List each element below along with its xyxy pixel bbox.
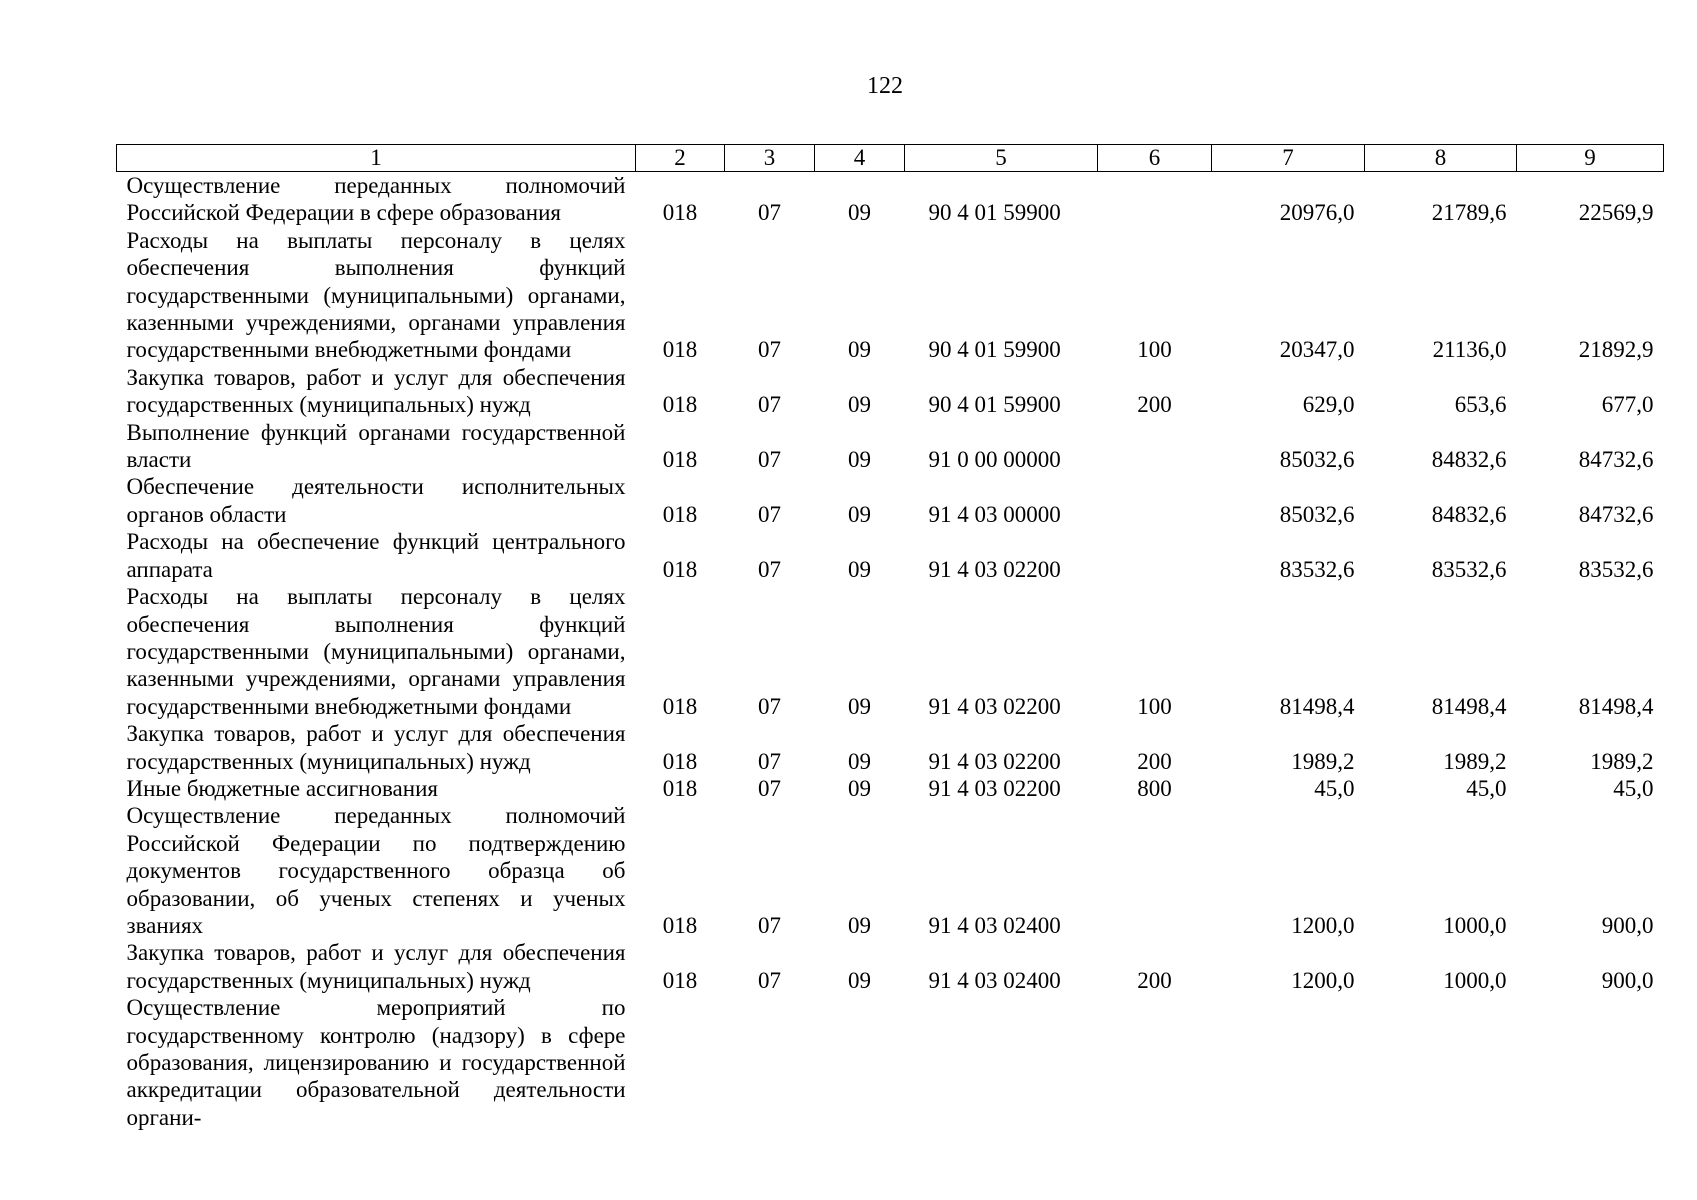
table-row: [117, 172, 1664, 227]
row-description: Выполнение функций органами государственной власти: [126, 419, 626, 473]
row-description: Осуществление мероприятий по государственному контролю (надзору) в сфере образования, лицензированию и государственной аккредитации образовательной деятельности органи-: [126, 995, 626, 1130]
cell-section: 07: [758, 967, 781, 993]
column-header-6: 6: [1098, 145, 1212, 172]
column-header-3: 3: [725, 145, 815, 172]
row-description: Расходы на выплаты персоналу в целях обеспечения выполнения функций государственными (муниципальными) органами, казенными учреждениями, органами управления государственными внебюджетными фондами: [126, 584, 626, 719]
cell-expense-type: [1098, 802, 1212, 939]
column-header-1: 1: [117, 145, 636, 172]
cell-subsection: [815, 994, 905, 1131]
cell-amount-year-2: 45,0: [1466, 775, 1507, 801]
cell-target-item: 91 4 03 02400: [928, 912, 1061, 938]
cell-ministry-code: 018: [662, 556, 698, 582]
row-description: Закупка товаров, работ и услуг для обеспечения государственных (муниципальных) нужд: [126, 940, 626, 993]
cell-expense-type: 200: [1137, 967, 1172, 993]
cell-amount-year-3: 1989,2: [1590, 748, 1654, 774]
cell-amount-year-1: 629,0: [1302, 392, 1355, 418]
cell-amount-year-3: 45,0: [1613, 775, 1654, 801]
cell-ministry-code: 018: [662, 912, 698, 938]
cell-amount-year-1: 1989,2: [1291, 748, 1355, 774]
cell-expense-type: 800: [1137, 775, 1172, 801]
cell-amount-year-2: 1000,0: [1443, 912, 1507, 938]
table-row: [117, 364, 1664, 419]
column-header-7: 7: [1212, 145, 1365, 172]
page-number: 122: [867, 73, 903, 99]
row-description: Расходы на выплаты персоналу в целях обеспечения выполнения функций государственными (муниципальными) органами, казенными учреждениями, органами управления государственными внебюджетными фондами: [126, 227, 626, 363]
cell-ministry-code: 018: [662, 748, 698, 774]
cell-subsection: 09: [848, 392, 871, 418]
cell-expense-type: 200: [1137, 392, 1172, 418]
cell-amount-year-1: 1200,0: [1291, 967, 1355, 993]
cell-ministry-code: 018: [662, 693, 698, 719]
cell-target-item: 91 4 03 02200: [928, 748, 1061, 774]
cell-target-item: [905, 994, 1098, 1131]
table-row: [117, 939, 1664, 994]
cell-amount-year-2: 84832,6: [1431, 501, 1507, 527]
table-row: [117, 994, 1664, 1131]
cell-target-item: 91 4 03 00000: [928, 501, 1061, 527]
cell-expense-type: 100: [1137, 337, 1172, 363]
cell-target-item: 91 4 03 02200: [928, 556, 1061, 582]
cell-expense-type: [1098, 419, 1212, 474]
cell-target-item: 91 4 03 02400: [928, 967, 1061, 993]
cell-amount-year-2: 1000,0: [1443, 967, 1507, 993]
cell-target-item: 90 4 01 59900: [928, 200, 1061, 226]
cell-amount-year-3: [1517, 994, 1664, 1131]
cell-section: 07: [758, 693, 781, 719]
cell-ministry-code: 018: [662, 447, 698, 473]
row-description: Закупка товаров, работ и услуг для обеспечения государственных (муниципальных) нужд: [126, 721, 626, 774]
cell-section: 07: [758, 447, 781, 473]
column-header-9: 9: [1517, 145, 1664, 172]
row-description: Расходы на обеспечение функций центрального аппарата: [126, 529, 626, 582]
row-description: Осуществление переданных полномочий Российской Федерации по подтверждению документов государственного образца об образовании, об ученых степенях и ученых званиях: [126, 803, 626, 938]
cell-amount-year-2: 653,6: [1454, 392, 1507, 418]
cell-ministry-code: 018: [662, 967, 698, 993]
cell-amount-year-1: 81498,4: [1279, 693, 1355, 719]
table-row: [117, 528, 1664, 583]
row-description: Обеспечение деятельности исполнительных органов области: [126, 474, 626, 527]
table-row: [117, 802, 1664, 939]
cell-section: 07: [758, 775, 781, 801]
budget-table: [116, 144, 1664, 1131]
column-header-8: 8: [1365, 145, 1517, 172]
cell-section: 07: [758, 748, 781, 774]
cell-amount-year-2: 21136,0: [1432, 337, 1507, 363]
cell-subsection: 09: [848, 501, 871, 527]
cell-amount-year-1: 45,0: [1314, 775, 1355, 801]
table-row: [117, 473, 1664, 528]
row-description: Иные бюджетные ассигнования: [126, 775, 438, 801]
row-description: Закупка товаров, работ и услуг для обеспечения государственных (муниципальных) нужд: [126, 364, 626, 418]
cell-section: 07: [758, 912, 781, 938]
cell-section: 07: [758, 200, 781, 226]
table-header-row: [117, 145, 1664, 172]
cell-amount-year-3: 84732,6: [1578, 501, 1654, 527]
row-description: Осуществление переданных полномочий Российской Федерации в сфере образования: [126, 173, 626, 226]
cell-target-item: 91 4 03 02200: [928, 693, 1061, 719]
cell-expense-type: [1098, 994, 1212, 1131]
table-row: [117, 419, 1664, 474]
cell-amount-year-3: 21892,9: [1578, 337, 1654, 363]
cell-expense-type: [1098, 172, 1212, 227]
cell-ministry-code: 018: [662, 501, 698, 527]
cell-amount-year-3: 81498,4: [1578, 693, 1654, 719]
cell-amount-year-1: 85032,6: [1279, 447, 1355, 473]
table-row: [117, 720, 1664, 775]
cell-subsection: 09: [848, 556, 871, 582]
cell-amount-year-2: 81498,4: [1431, 693, 1507, 719]
cell-expense-type: [1098, 473, 1212, 528]
cell-amount-year-3: 677,0: [1601, 392, 1654, 418]
cell-amount-year-1: 20347,0: [1279, 337, 1355, 363]
cell-amount-year-1: 1200,0: [1291, 912, 1355, 938]
cell-amount-year-3: 900,0: [1601, 967, 1654, 993]
column-header-5: 5: [905, 145, 1098, 172]
cell-subsection: 09: [848, 967, 871, 993]
cell-ministry-code: [636, 994, 725, 1131]
cell-target-item: 91 4 03 02200: [928, 775, 1061, 801]
cell-subsection: 09: [848, 748, 871, 774]
cell-expense-type: 200: [1137, 748, 1172, 774]
cell-subsection: 09: [848, 447, 871, 473]
cell-subsection: 09: [848, 337, 871, 363]
cell-amount-year-2: 1989,2: [1443, 748, 1507, 774]
cell-amount-year-2: 21789,6: [1431, 200, 1507, 226]
table-body: [117, 172, 1664, 1132]
cell-section: 07: [758, 337, 781, 363]
column-header-4: 4: [815, 145, 905, 172]
cell-amount-year-3: 84732,6: [1578, 447, 1654, 473]
cell-subsection: 09: [848, 200, 871, 226]
cell-target-item: 90 4 01 59900: [928, 392, 1061, 418]
cell-section: [725, 994, 815, 1131]
cell-ministry-code: 018: [662, 392, 698, 418]
cell-target-item: 90 4 01 59900: [928, 337, 1061, 363]
cell-amount-year-1: 85032,6: [1279, 501, 1355, 527]
cell-ministry-code: 018: [662, 200, 698, 226]
cell-amount-year-3: 83532,6: [1578, 556, 1654, 582]
cell-amount-year-2: 84832,6: [1431, 447, 1507, 473]
cell-amount-year-1: 83532,6: [1279, 556, 1355, 582]
cell-subsection: 09: [848, 912, 871, 938]
cell-section: 07: [758, 501, 781, 527]
cell-amount-year-1: 20976,0: [1279, 200, 1355, 226]
column-header-2: 2: [636, 145, 725, 172]
cell-amount-year-3: 22569,9: [1578, 200, 1654, 226]
cell-section: 07: [758, 392, 781, 418]
cell-expense-type: [1098, 528, 1212, 583]
cell-subsection: 09: [848, 693, 871, 719]
cell-amount-year-1: [1212, 994, 1365, 1131]
cell-ministry-code: 018: [662, 775, 698, 801]
cell-amount-year-3: 900,0: [1601, 912, 1654, 938]
cell-amount-year-2: 83532,6: [1431, 556, 1507, 582]
cell-ministry-code: 018: [662, 337, 698, 363]
table-row: [117, 583, 1664, 720]
cell-subsection: 09: [848, 775, 871, 801]
cell-section: 07: [758, 556, 781, 582]
table-row: [117, 775, 1664, 802]
table-row: [117, 227, 1664, 364]
cell-target-item: 91 0 00 00000: [928, 447, 1061, 473]
cell-amount-year-2: [1365, 994, 1517, 1131]
cell-expense-type: 100: [1137, 693, 1172, 719]
